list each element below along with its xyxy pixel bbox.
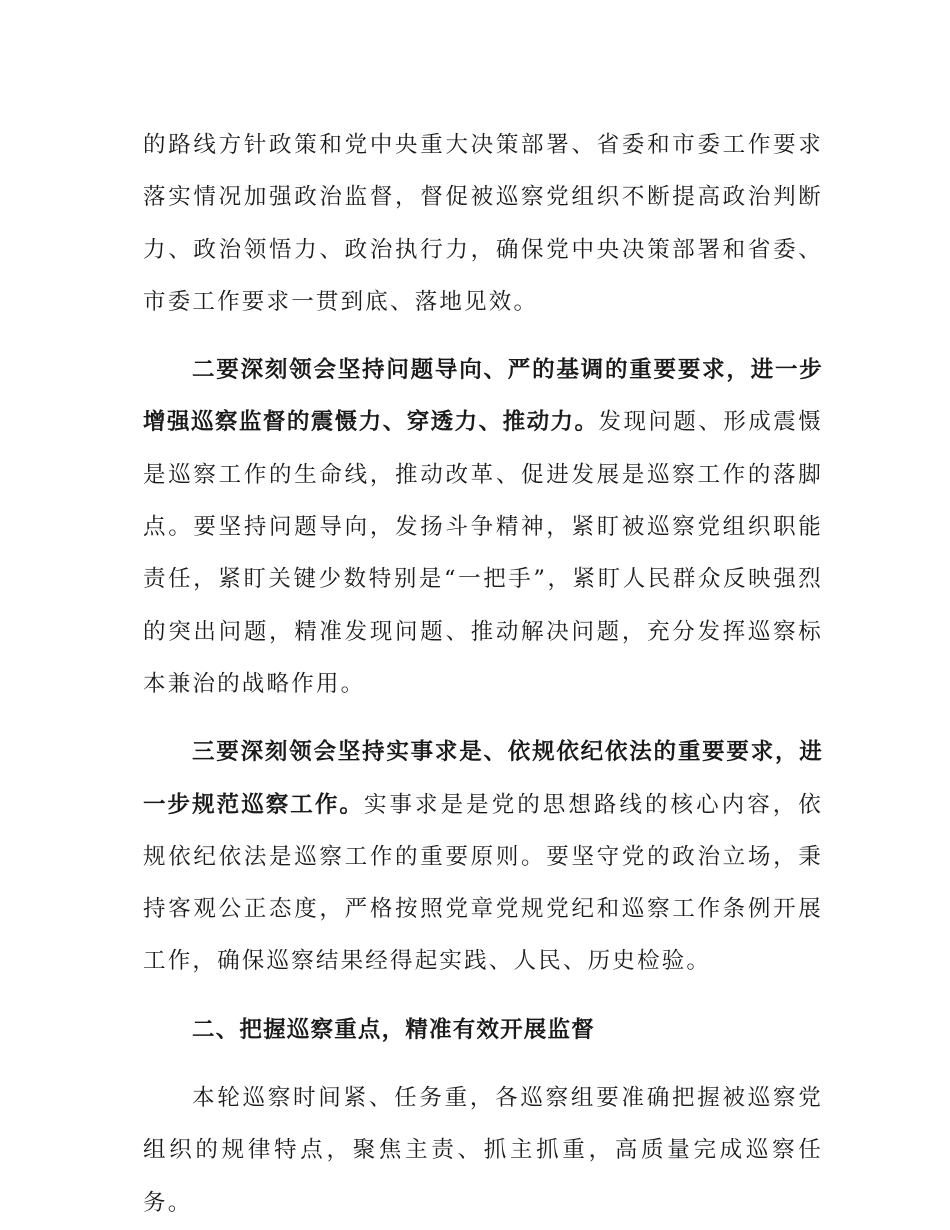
paragraph-closing: 本轮巡察时间紧、任务重，各巡察组要准确把握被巡察党组织的规律特点，聚焦主责、抓主抓重，高质量完成巡察任务。 [143, 1085, 823, 1216]
paragraph-requirement-three [143, 726, 823, 987]
paragraph-text: 实事求是是党的思想路线的核心内容，依规依纪依法是巡察工作的重要原则。要坚守党的政治立场，秉持客观公正态度，严格按照党章党规党纪和巡察工作条例开展工作，确保巡察结果经得起实践、人民、历史检验。 [143, 791, 823, 975]
paragraph-text: 发现问题、形成震慑是巡察工作的生命线，推动改革、促进发展是巡察工作的落脚点。要坚持问题导向，发扬斗争精神，紧盯被巡察党组织职能责任，紧盯关键少数特别是“一把手”，紧盯人民群众反映强烈的突出问题，精准发现问题、推动解决问题，充分发挥巡察标本兼治的战略作用。 [143, 409, 823, 697]
paragraph-continuation [143, 119, 823, 328]
paragraph-lead-bold: 三要深刻领会坚持实事求是、依规依纪依法的重要要求，进一步规范巡察工作。 [143, 739, 823, 818]
section-heading: 二、把握巡察重点，精准有效开展监督 [192, 1016, 595, 1043]
paragraph-text: 的路线方针政策和党中央重大决策部署、省委和市委工作要求落实情况加强政治监督，督促被巡察党组织不断提高政治判断力、政治领悟力、政治执行力，确保党中央决策部署和省委、市委工作要求一贯到底、落地见效。 [143, 132, 823, 315]
document-body [143, 119, 823, 1229]
paragraph-lead-bold: 二要深刻领会坚持问题导向、严的基调的重要要求，进一步增强巡察监督的震慑力、穿透力、推动力。 [143, 357, 823, 436]
paragraph-requirement-two [143, 344, 823, 710]
